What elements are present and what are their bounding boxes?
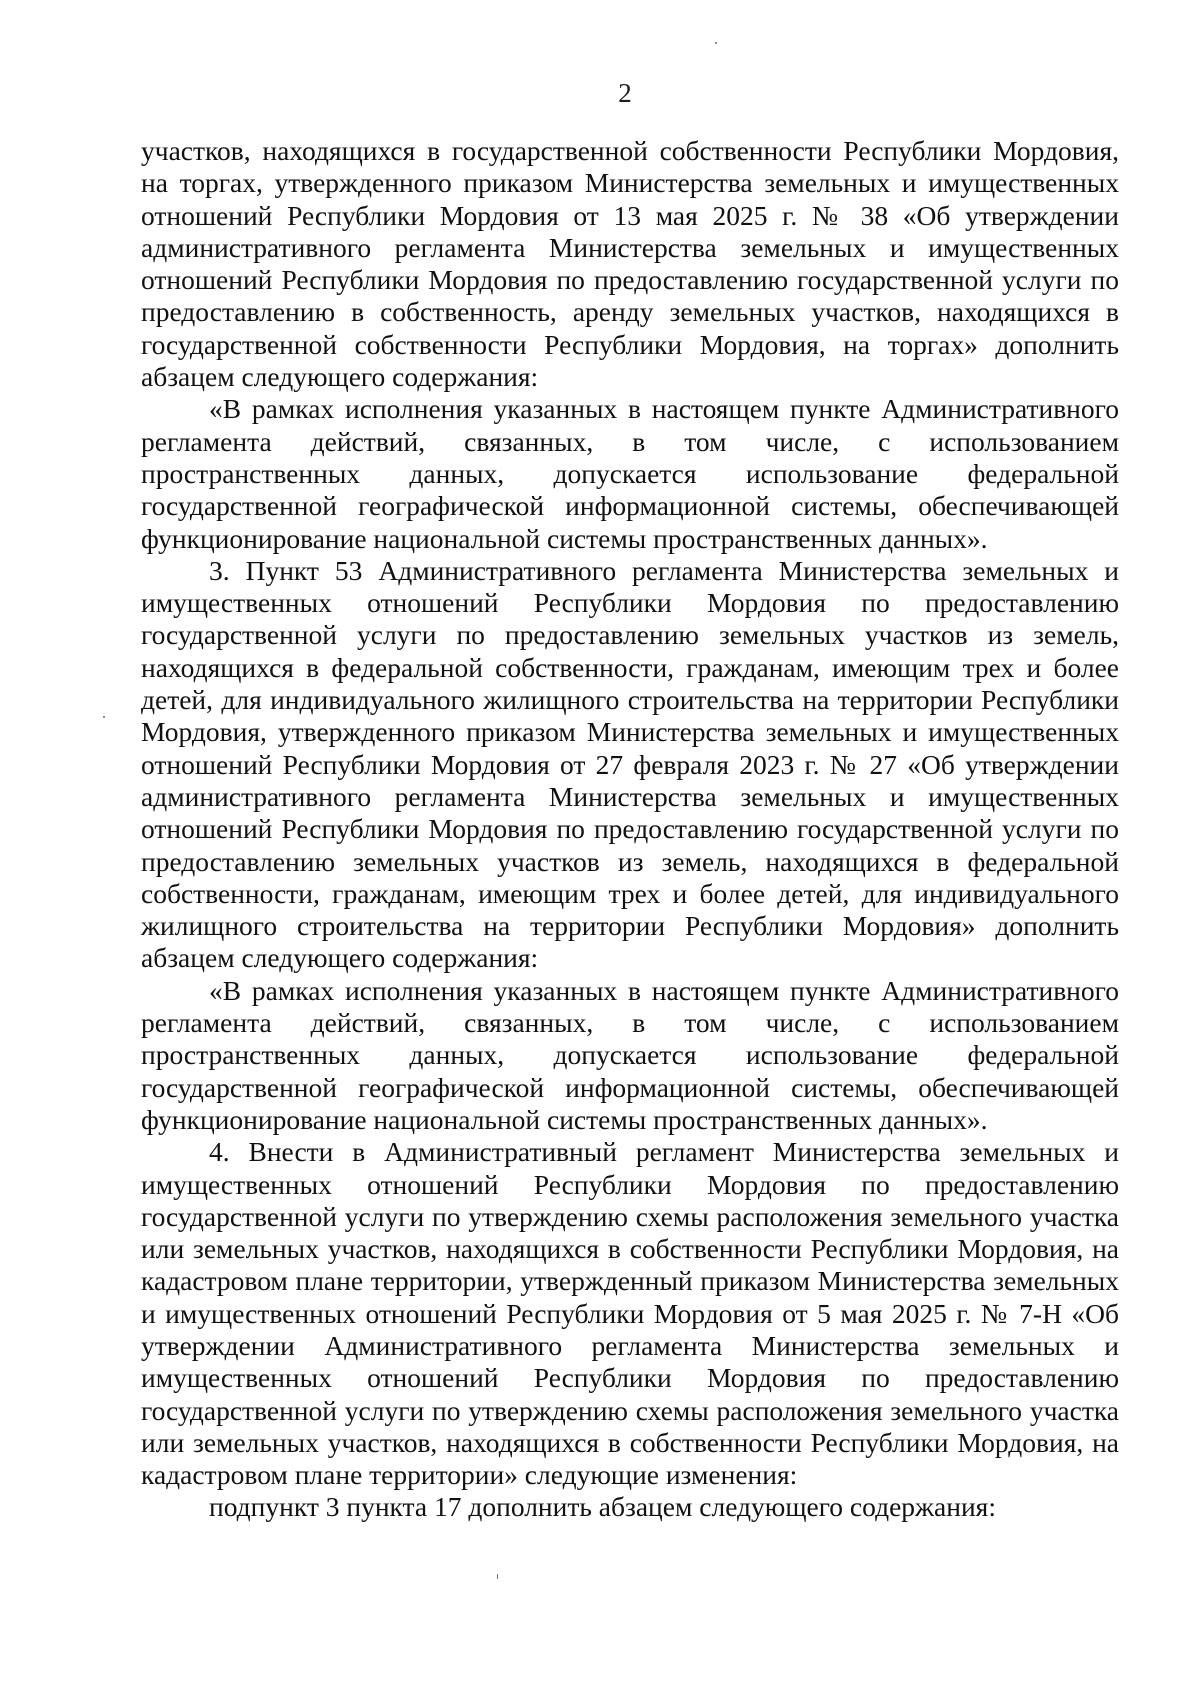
- paragraph-continuation: участков, находящихся в государственной собственности Республики Мордовия, на торгах, утвержденного приказом Министерства земельных и имущественных отношений Республики Мордовия от 13 мая 2025 г. № 38 «Об утверждении административного регламента Министерства земельных и имущественных отношений Республики Мордовия по предоставлению государственной услуги по предоставлению в собственность, аренду земельных участков, находящихся в государственной собственности Республики Мордовия, на торгах» дополнить абзацем следующего содержания:: [141, 135, 1119, 393]
- scan-speck: [497, 1574, 498, 1579]
- page-number: 2: [618, 78, 632, 108]
- paragraph-quote-1: «В рамках исполнения указанных в настоящем пункте Административного регламента действий, связанных, в том числе, с использованием пространственных данных, допускается использование федеральной государственной географической информационной системы, обеспечивающей функционирование национальной системы пространственных данных».: [141, 393, 1119, 554]
- paragraph-quote-2: «В рамках исполнения указанных в настоящем пункте Административного регламента действий, связанных, в том числе, с использованием пространственных данных, допускается использование федеральной государственной географической информационной системы, обеспечивающей функционирование национальной системы пространственных данных».: [141, 974, 1119, 1135]
- document-body: [141, 135, 1119, 1524]
- scan-speck: [715, 42, 717, 44]
- paragraph-item-3: 3. Пункт 53 Административного регламента Министерства земельных и имущественных отношений Республики Мордовия по предоставлению государственной услуги по предоставлению земельных участков из земель, находящихся в федеральной собственности, гражданам, имеющим трех и более детей, для индивидуального жилищного строительства на территории Республики Мордовия, утвержденного приказом Министерства земельных и имущественных отношений Республики Мордовия от 27 февраля 2023 г. № 27 «Об утверждении административного регламента Министерства земельных и имущественных отношений Республики Мордовия по предоставлению государственной услуги по предоставлению земельных участков из земель, находящихся в федеральной собственности, гражданам, имеющим трех и более детей, для индивидуального жилищного строительства на территории Республики Мордовия» дополнить абзацем следующего содержания:: [141, 554, 1119, 974]
- paragraph-item-4: 4. Внести в Административный регламент Министерства земельных и имущественных отношений Республики Мордовия по предоставлению государственной услуги по утверждению схемы расположения земельного участка или земельных участков, находящихся в собственности Республики Мордовия, на кадастровом плане территории, утвержденный приказом Министерства земельных и имущественных отношений Республики Мордовия от 5 мая 2025 г. № 7-Н «Об утверждении Административного регламента Министерства земельных и имущественных отношений Республики Мордовия по предоставлению государственной услуги по утверждению схемы расположения земельного участка или земельных участков, находящихся в собственности Республики Мордовия, на кадастровом плане территории» следующие изменения:: [141, 1136, 1119, 1491]
- paragraph-subitem: подпункт 3 пункта 17 дополнить абзацем следующего содержания:: [209, 1491, 996, 1523]
- scan-speck: [103, 716, 105, 718]
